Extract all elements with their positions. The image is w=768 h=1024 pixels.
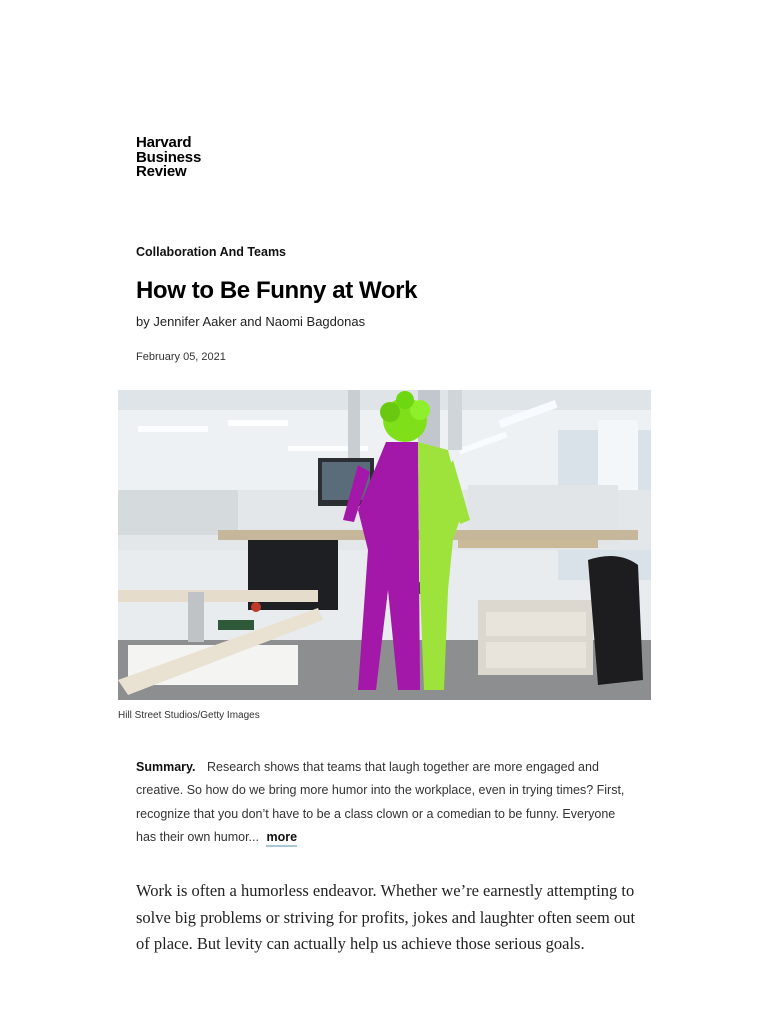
article-date: February 05, 2021 — [136, 351, 226, 363]
logo-line-2: Business — [136, 148, 202, 166]
hero-image — [118, 390, 651, 700]
image-credit: Hill Street Studios/Getty Images — [118, 710, 260, 721]
topic-link[interactable]: Collaboration And Teams — [136, 245, 287, 259]
summary-block — [136, 756, 632, 849]
summary-text: Research shows that teams that laugh together are more engaged and creative. So how do we bring more humor into the workplace, even in trying times? First, recognize that you don’t have to be a class clown or a comedian to be funny. Everyone has their own humor... — [136, 760, 625, 844]
article-paragraph: Work is often a humorless endeavor. Whether we’re earnestly attempting to solve big problems or striving for profits, jokes and laughter often seem out of place. But levity can actually help us achieve those serious goals. — [136, 881, 636, 953]
logo-line-1: Harvard — [136, 134, 192, 151]
logo-line-3: Review — [136, 163, 187, 180]
article-title: How to Be Funny at Work — [136, 277, 418, 304]
summary-label: Summary. — [136, 760, 196, 774]
hbr-logo[interactable] — [136, 136, 201, 180]
summary-more-link[interactable]: more — [266, 830, 297, 847]
article-byline: by Jennifer Aaker and Naomi Bagdonas — [136, 314, 366, 329]
